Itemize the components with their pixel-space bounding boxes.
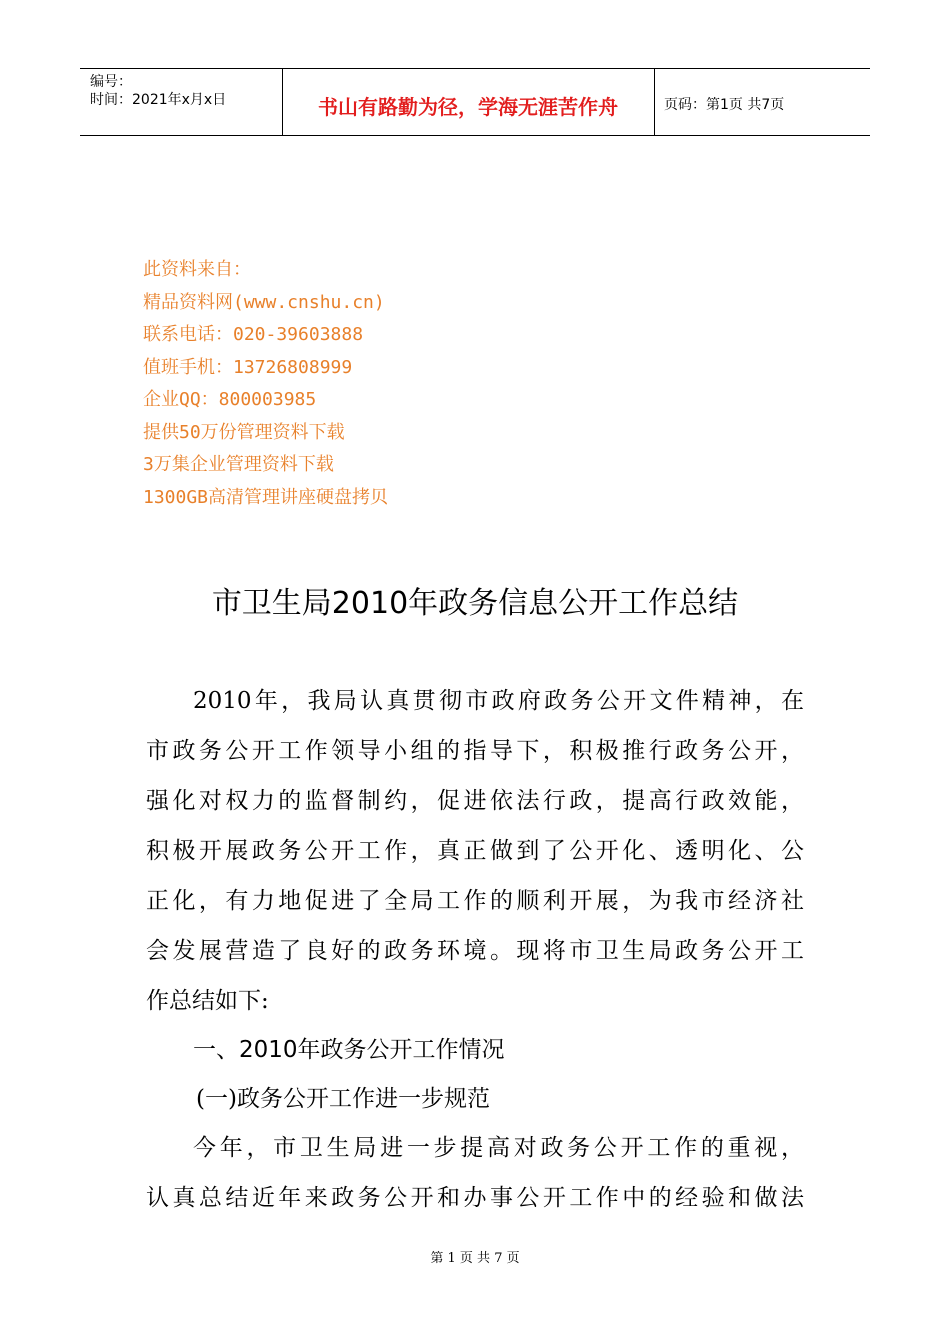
source-line: 此资料来自： <box>143 259 251 280</box>
header-divider <box>654 69 655 135</box>
source-line: 联系电话：020-39603888 <box>143 324 364 345</box>
source-line: 企业QQ：800003985 <box>143 389 317 410</box>
header-motto: 书山有路勤为径，学海无涯苦作舟 <box>318 95 618 119</box>
paragraph-line: 2010年，我局认真贯彻市政府政务公开文件精神，在 <box>193 688 804 714</box>
source-line: 1300GB高清管理讲座硬盘拷贝 <box>143 486 389 508</box>
source-line: 提供50万份管理资料下载 <box>143 421 345 443</box>
source-line: 3万集企业管理资料下载 <box>143 454 334 475</box>
source-info-block <box>143 254 388 514</box>
paragraph-line: 市政务公开工作领导小组的指导下，积极推行政务公开， <box>146 738 804 764</box>
source-line: 精品资料网(www.cnshu.cn) <box>143 291 385 313</box>
source-line: 值班手机：13726808999 <box>143 356 353 378</box>
header-meta <box>90 73 226 109</box>
page-header <box>80 68 870 136</box>
subsection-heading: (一)政务公开工作进一步规范 <box>196 1086 490 1112</box>
section-heading: 一、2010年政务公开工作情况 <box>193 1037 505 1063</box>
paragraph-line: 强化对权力的监督制约，促进依法行政，提高行政效能， <box>146 788 804 814</box>
time-label: 时间：2021年x月x日 <box>90 92 227 108</box>
paragraph-line: 会发展营造了良好的政务环境。现将市卫生局政务公开工 <box>146 938 804 964</box>
page-footer: 第 1 页 共 7 页 <box>430 1251 520 1266</box>
document-title: 市卫生局2010年政务信息公开工作总结 <box>211 586 739 621</box>
number-label: 编号： <box>90 74 132 90</box>
paragraph-line: 今年，市卫生局进一步提高对政务公开工作的重视， <box>193 1135 804 1161</box>
paragraph-line: 认真总结近年来政务公开和办事公开工作中的经验和做法 <box>146 1185 804 1211</box>
paragraph-line: 积极开展政务公开工作，真正做到了公开化、透明化、公 <box>146 838 804 864</box>
paragraph-line: 正化，有力地促进了全局工作的顺利开展，为我市经济社 <box>146 888 804 914</box>
paragraph-line: 作总结如下: <box>146 988 269 1014</box>
header-page-code: 页码：第1页 共7页 <box>664 97 785 113</box>
